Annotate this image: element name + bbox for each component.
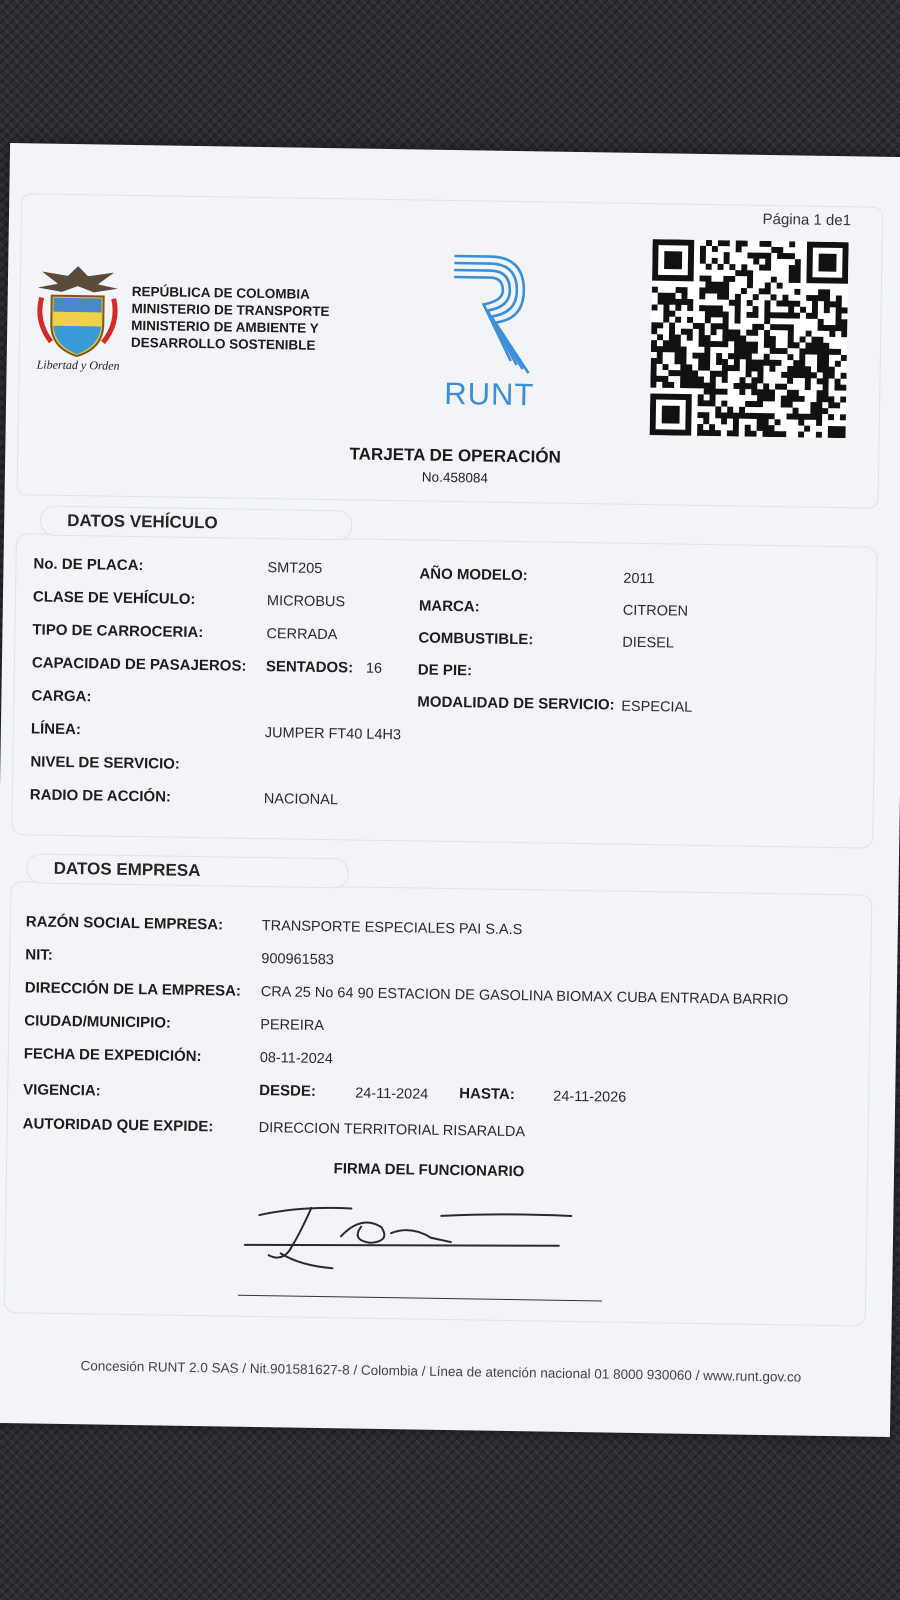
operation-card-document — [0, 143, 900, 1437]
valid-until-label: HASTA: — [459, 1085, 515, 1104]
company-section-title: DATOS EMPRESA — [26, 853, 348, 888]
page-number: Página 1 de1 — [762, 210, 852, 230]
body-type-label: TIPO DE CARROCERIA: — [32, 621, 204, 642]
passenger-capacity-label: CAPACIDAD DE PASAJEROS: — [31, 654, 247, 675]
model-year-label: AÑO MODELO: — [419, 565, 528, 585]
city-label: CIUDAD/MUNICIPIO: — [24, 1012, 172, 1032]
document-number: No.458084 — [421, 469, 489, 486]
nit-label: NIT: — [25, 946, 53, 964]
valid-from-value: 24-11-2024 — [355, 1085, 429, 1103]
company-name-label: RAZÓN SOCIAL EMPRESA: — [25, 913, 224, 934]
brand-value: CITROEN — [622, 602, 689, 620]
valid-until-value: 24-11-2026 — [553, 1088, 627, 1106]
company-address-label: DIRECCIÓN DE LA EMPRESA: — [24, 979, 242, 1000]
cargo-label: CARGA: — [31, 687, 92, 706]
issuing-authority-label: AUTORIDAD QUE EXPIDE: — [22, 1115, 214, 1136]
company-name-value: TRANSPORTE ESPECIALES PAI S.A.S — [261, 918, 523, 939]
fuel-label: COMBUSTIBLE: — [418, 629, 534, 649]
fuel-value: DIESEL — [622, 634, 675, 652]
issue-date-value: 08-11-2024 — [259, 1050, 333, 1068]
vehicle-class-value: MICROBUS — [266, 593, 346, 611]
vehicle-class-label: CLASE DE VEHÍCULO: — [32, 588, 196, 608]
model-year-value: 2011 — [623, 570, 655, 588]
org-line: DESARROLLO SOSTENIBLE — [130, 334, 316, 353]
line-label: LÍNEA: — [30, 720, 82, 739]
official-signature-label: FIRMA DEL FUNCIONARIO — [333, 1160, 525, 1181]
issue-date-label: FECHA DE EXPEDICIÓN: — [23, 1045, 202, 1066]
org-line: MINISTERIO DE AMBIENTE Y — [131, 317, 319, 336]
line-value: JUMPER FT40 L4H3 — [264, 725, 402, 744]
valid-from-label: DESDE: — [259, 1082, 317, 1100]
coat-of-arms-icon — [30, 261, 124, 382]
service-mode-value: ESPECIAL — [621, 698, 693, 716]
runt-logo-text: RUNT — [443, 375, 535, 413]
validity-label: VIGENCIA: — [23, 1081, 101, 1100]
nit-value: 900961583 — [261, 951, 335, 969]
issuing-organization — [131, 283, 330, 354]
standing-label: DE PIE: — [417, 661, 473, 680]
action-radius-label: RADIO DE ACCIÓN: — [29, 786, 172, 806]
service-mode-label: MODALIDAD DE SERVICIO: — [417, 693, 615, 714]
plate-value: SMT205 — [267, 560, 323, 577]
org-line: REPÚBLICA DE COLOMBIA — [131, 283, 310, 302]
plate-label: No. DE PLACA: — [33, 555, 144, 575]
city-value: PEREIRA — [260, 1017, 325, 1035]
action-radius-value: NACIONAL — [263, 791, 339, 809]
issuing-authority-value: DIRECCION TERRITORIAL RISARALDA — [258, 1120, 526, 1141]
body-type-value: CERRADA — [266, 626, 338, 644]
org-line: MINISTERIO DE TRANSPORTE — [131, 300, 330, 320]
company-address-value: CRA 25 No 64 90 ESTACION DE GASOLINA BIOMAX CUBA ENTRADA BARRIO — [260, 984, 789, 1009]
vehicle-section-title: DATOS VEHÍCULO — [40, 506, 352, 541]
qr-code-icon — [650, 239, 849, 438]
seated-value: 16 — [365, 660, 383, 677]
footer-text: Concesión RUNT 2.0 SAS / Nit.901581627-8 / Colombia / Línea de atención nacional 01 8000 930060 / www.runt.gov.co — [80, 1358, 802, 1385]
motto-text: Libertad y Orden — [36, 357, 120, 373]
seated-label: SENTADOS: — [265, 658, 354, 677]
document-title: TARJETA DE OPERACIÓN — [349, 444, 562, 467]
handwritten-signature-icon — [240, 1195, 581, 1280]
brand-label: MARCA: — [418, 597, 480, 616]
service-level-label: NIVEL DE SERVICIO: — [30, 753, 180, 773]
